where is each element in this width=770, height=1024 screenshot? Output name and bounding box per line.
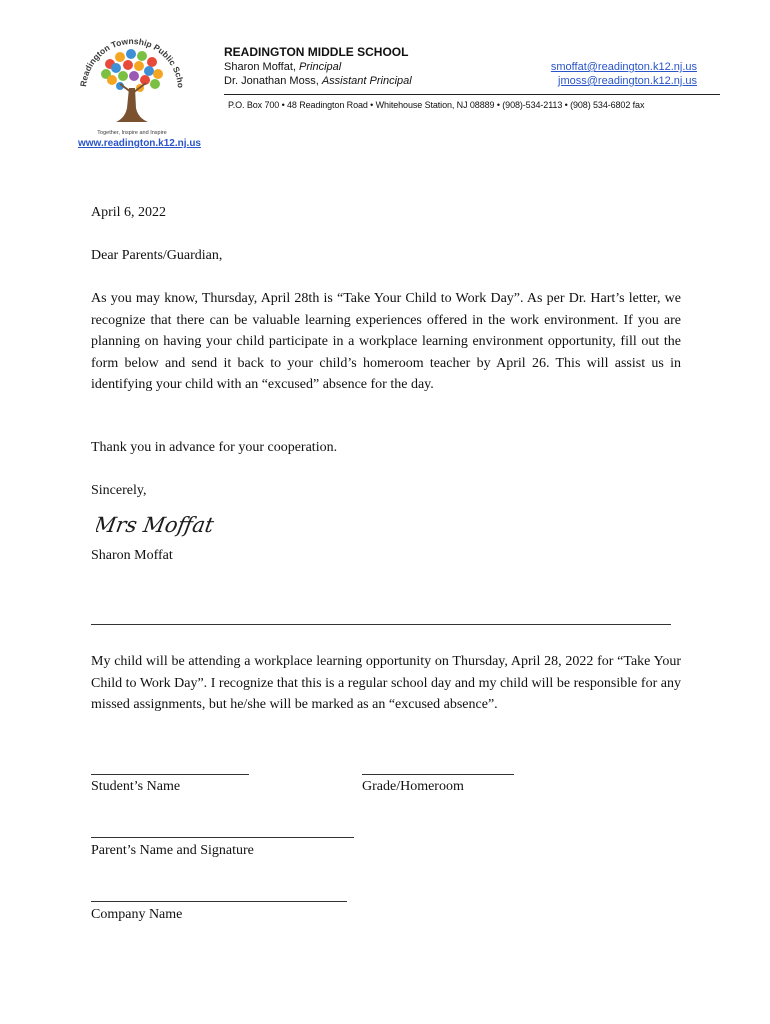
salutation: Dear Parents/Guardian,: [91, 248, 223, 263]
assistant-principal-name: Dr. Jonathan Moss,: [224, 75, 322, 87]
principal-email-link[interactable]: smoffat@readington.k12.nj.us: [550, 61, 697, 73]
grade-homeroom-label: Grade/Homeroom: [362, 779, 464, 794]
assistant-principal-title: Assistant Principal: [321, 75, 412, 87]
principal-line: [224, 61, 341, 73]
assistant-principal-email-link[interactable]: jmoss@readington.k12.nj.us: [558, 75, 697, 87]
school-name: READINGTON MIDDLE SCHOOL: [224, 45, 409, 59]
school-logo: [76, 28, 188, 138]
student-name-label: Student’s Name: [91, 779, 181, 794]
signer-name: Sharon Moffat: [91, 548, 173, 563]
principal-title: Principal: [299, 61, 342, 73]
signature-script: Mrs Moffat: [96, 512, 216, 537]
letter-paragraph-1: As you may know, Thursday, April 28th is “Take Your Child to Work Day”. As per Dr. Hart’s letter, we recognize that there can be valuable learning experiences offered in the work environment. If you are planning on having your child participate in a workplace learning environment opportunity, fill out the form below and send it back to your child’s homeroom teacher by April 26. This will assist us in identifying your child with an “excused” absence for the day.: [91, 291, 681, 392]
website-link[interactable]: www.readington.k12.nj.us: [78, 138, 201, 149]
letter-paragraph-2: Thank you in advance for your cooperation.: [91, 440, 338, 455]
parent-signature-line[interactable]: [91, 837, 354, 838]
student-name-line[interactable]: [91, 774, 249, 775]
header-divider: [224, 94, 720, 95]
principal-name: Sharon Moffat,: [224, 61, 300, 73]
company-name-label: Company Name: [91, 907, 183, 922]
form-statement: My child will be attending a workplace learning opportunity on Thursday, April 28, 2022 for “Take Your Child to Work Day”. I recognize that this is a regular school day and my child will be responsible for any missed assignments, but he/she will be marked as an “excused absence”.: [91, 654, 681, 712]
logo-motto: Together, Inspire and Inspire: [97, 130, 167, 136]
assistant-principal-line: [224, 75, 412, 87]
closing: Sincerely,: [91, 483, 147, 498]
parent-signature-label: Parent’s Name and Signature: [91, 843, 254, 858]
form-divider-line: [91, 624, 671, 625]
handwritten-signature: [96, 506, 262, 540]
letter-date: April 6, 2022: [91, 205, 167, 220]
school-address: P.O. Box 700 • 48 Readington Road • Whitehouse Station, NJ 08889 • (908)-534-2113 • (908) 534-6802 fax: [228, 100, 645, 110]
logo-arc-text: Readington Township Public Scho: [78, 35, 187, 89]
company-name-line[interactable]: [91, 901, 347, 902]
grade-homeroom-line[interactable]: [362, 774, 514, 775]
